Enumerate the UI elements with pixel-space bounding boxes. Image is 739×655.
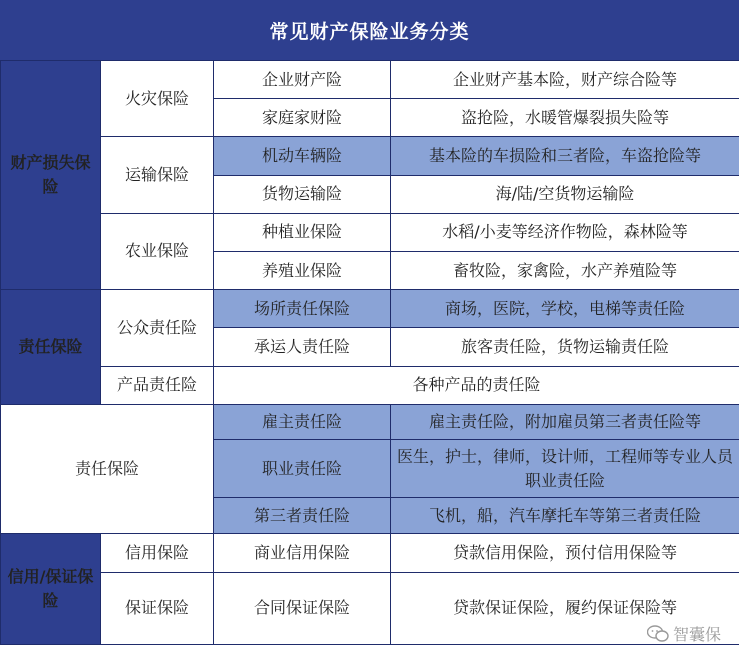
subgroup-credit: 信用保险 <box>101 534 214 572</box>
row-desc: 贷款信用保险，预付信用保险等 <box>391 534 739 572</box>
table-title: 常见财产保险业务分类 <box>0 0 739 60</box>
row-name: 家庭家财险 <box>214 99 391 137</box>
row-desc: 海/陆/空货物运输险 <box>391 175 739 213</box>
row-name: 场所责任保险 <box>214 290 391 328</box>
row-name: 雇主责任险 <box>214 404 391 439</box>
group-liability: 责任保险 <box>1 290 101 405</box>
table-row <box>1 366 739 404</box>
row-name: 种植业保险 <box>214 213 391 251</box>
subgroup-fire: 火灾保险 <box>101 61 214 137</box>
group-credit-guarantee: 信用/保证保险 <box>1 534 101 645</box>
row-name: 机动车辆险 <box>214 137 391 175</box>
row-name: 第三者责任险 <box>214 498 391 534</box>
table-row <box>1 213 739 251</box>
subgroup-agri: 农业保险 <box>101 213 214 289</box>
row-desc: 商场，医院，学校，电梯等责任险 <box>391 290 739 328</box>
row-desc: 水稻/小麦等经济作物险，森林险等 <box>391 213 739 251</box>
row-desc: 飞机，船，汽车摩托车等第三者责任险 <box>391 498 739 534</box>
group-property-loss: 财产损失保险 <box>1 61 101 290</box>
classification-grid <box>0 60 739 645</box>
subgroup-transport: 运输保险 <box>101 137 214 213</box>
row-name: 合同保证保险 <box>214 572 391 644</box>
wechat-icon <box>647 625 669 643</box>
subgroup-guarantee: 保证保险 <box>101 572 214 644</box>
subgroup-product-liability: 产品责任险 <box>101 366 214 404</box>
row-desc: 盗抢险，水暖管爆裂损失险等 <box>391 99 739 137</box>
row-name: 各种产品的责任险 <box>214 366 739 404</box>
row-name: 承运人责任险 <box>214 328 391 366</box>
row-name: 养殖业保险 <box>214 251 391 289</box>
row-desc: 旅客责任险，货物运输责任险 <box>391 328 739 366</box>
table-row <box>1 534 739 572</box>
watermark <box>647 622 721 645</box>
row-desc: 基本险的车损险和三者险，车盗抢险等 <box>391 137 739 175</box>
row-name: 商业信用保险 <box>214 534 391 572</box>
row-desc: 医生，护士，律师，设计师，工程师等专业人员职业责任险 <box>391 439 739 497</box>
row-desc: 企业财产基本险，财产综合险等 <box>391 61 739 99</box>
table-row <box>1 404 739 439</box>
row-name: 职业责任险 <box>214 439 391 497</box>
table-row <box>1 572 739 644</box>
group-liability-standalone: 责任保险 <box>1 404 214 534</box>
subgroup-public-liability: 公众责任险 <box>101 290 214 366</box>
row-desc: 雇主责任险，附加雇员第三者责任险等 <box>391 404 739 439</box>
table-row <box>1 61 739 99</box>
table-row <box>1 290 739 328</box>
watermark-label: 智囊保 <box>672 625 721 644</box>
row-name: 企业财产险 <box>214 61 391 99</box>
table-row <box>1 137 739 175</box>
row-desc: 贷款保证保险，履约保证保险等 <box>391 572 739 644</box>
row-name: 货物运输险 <box>214 175 391 213</box>
row-desc: 畜牧险，家禽险，水产养殖险等 <box>391 251 739 289</box>
